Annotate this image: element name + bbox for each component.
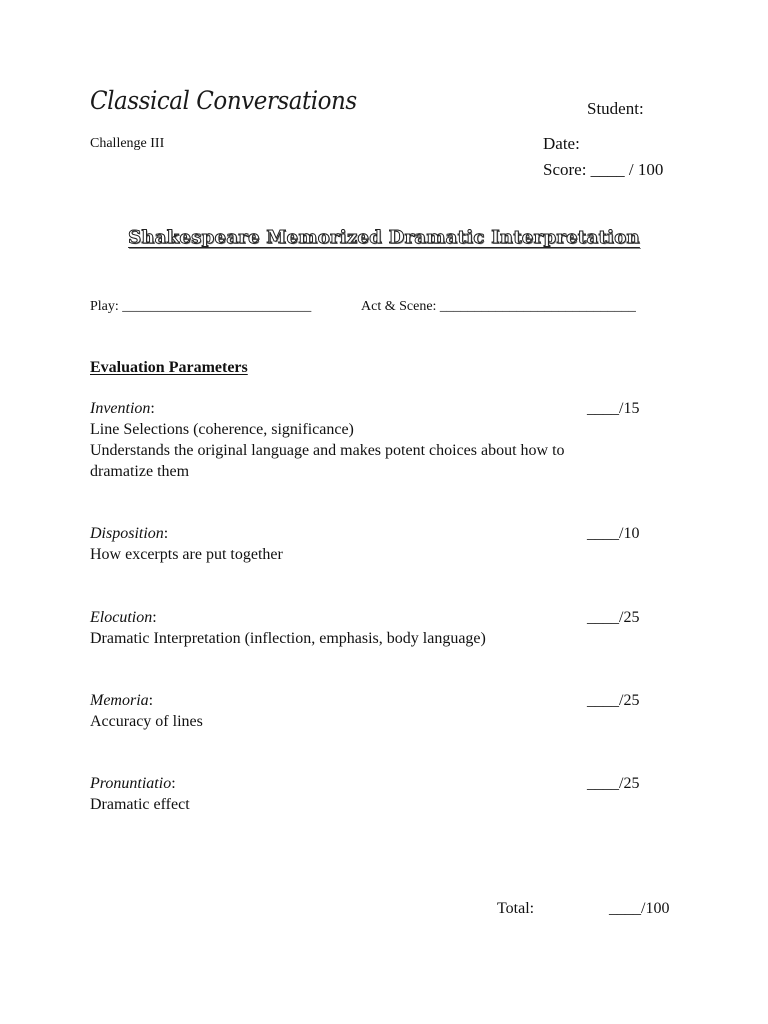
play-field: Play: ___________________________ bbox=[90, 299, 312, 314]
criterion-description-line: Accuracy of lines bbox=[90, 713, 203, 730]
student-label: Student: bbox=[587, 99, 644, 118]
criterion-title: Elocution bbox=[90, 609, 153, 626]
criterion-score-memoria: ____/25 bbox=[587, 692, 640, 709]
total-label: Total: bbox=[497, 900, 535, 917]
criterion-name-disposition bbox=[90, 525, 168, 543]
criterion-score-disposition: ____/10 bbox=[587, 525, 640, 542]
criterion-name-elocution bbox=[90, 609, 157, 627]
criterion-name-invention bbox=[90, 400, 155, 418]
date-label: Date: bbox=[543, 134, 580, 153]
classical-conversations-logo: Classical Conversations bbox=[90, 86, 357, 115]
criterion-title: Disposition bbox=[90, 525, 164, 542]
criterion-title: Pronuntiatio bbox=[90, 775, 172, 792]
criterion-description-line: Line Selections (coherence, significance) bbox=[90, 421, 354, 438]
criterion-colon: : bbox=[148, 692, 154, 709]
criterion-name-memoria bbox=[90, 692, 153, 710]
criterion-colon: : bbox=[171, 775, 176, 792]
criterion-name-pronuntiatio bbox=[90, 775, 176, 793]
criterion-colon: : bbox=[152, 609, 157, 626]
act-scene-field: Act & Scene: ____________________________ bbox=[361, 299, 636, 314]
criterion-description-line: dramatize them bbox=[90, 463, 190, 480]
criterion-description-line: Understands the original language and makes potent choices about how to bbox=[90, 442, 565, 459]
criterion-description-line: Dramatic Interpretation (inflection, emphasis, body language) bbox=[90, 630, 486, 647]
score-line: Score: ____ / 100 bbox=[543, 160, 664, 179]
criterion-colon: : bbox=[150, 400, 155, 417]
evaluation-parameters-heading: Evaluation Parameters bbox=[90, 359, 248, 376]
page-title: Shakespeare Memorized Dramatic Interpretation bbox=[128, 227, 640, 248]
criterion-title: Invention bbox=[90, 400, 151, 417]
criterion-score-elocution: ____/25 bbox=[587, 609, 640, 626]
criterion-score-pronuntiatio: ____/25 bbox=[587, 775, 640, 792]
criterion-description-line: Dramatic effect bbox=[90, 796, 190, 813]
criterion-title: Memoria bbox=[90, 692, 149, 709]
total-score: ____/100 bbox=[609, 900, 670, 917]
criterion-score-invention: ____/15 bbox=[587, 400, 640, 417]
course-label: Challenge III bbox=[90, 136, 165, 151]
criterion-colon: : bbox=[163, 525, 169, 542]
criterion-description-line: How excerpts are put together bbox=[90, 546, 283, 563]
